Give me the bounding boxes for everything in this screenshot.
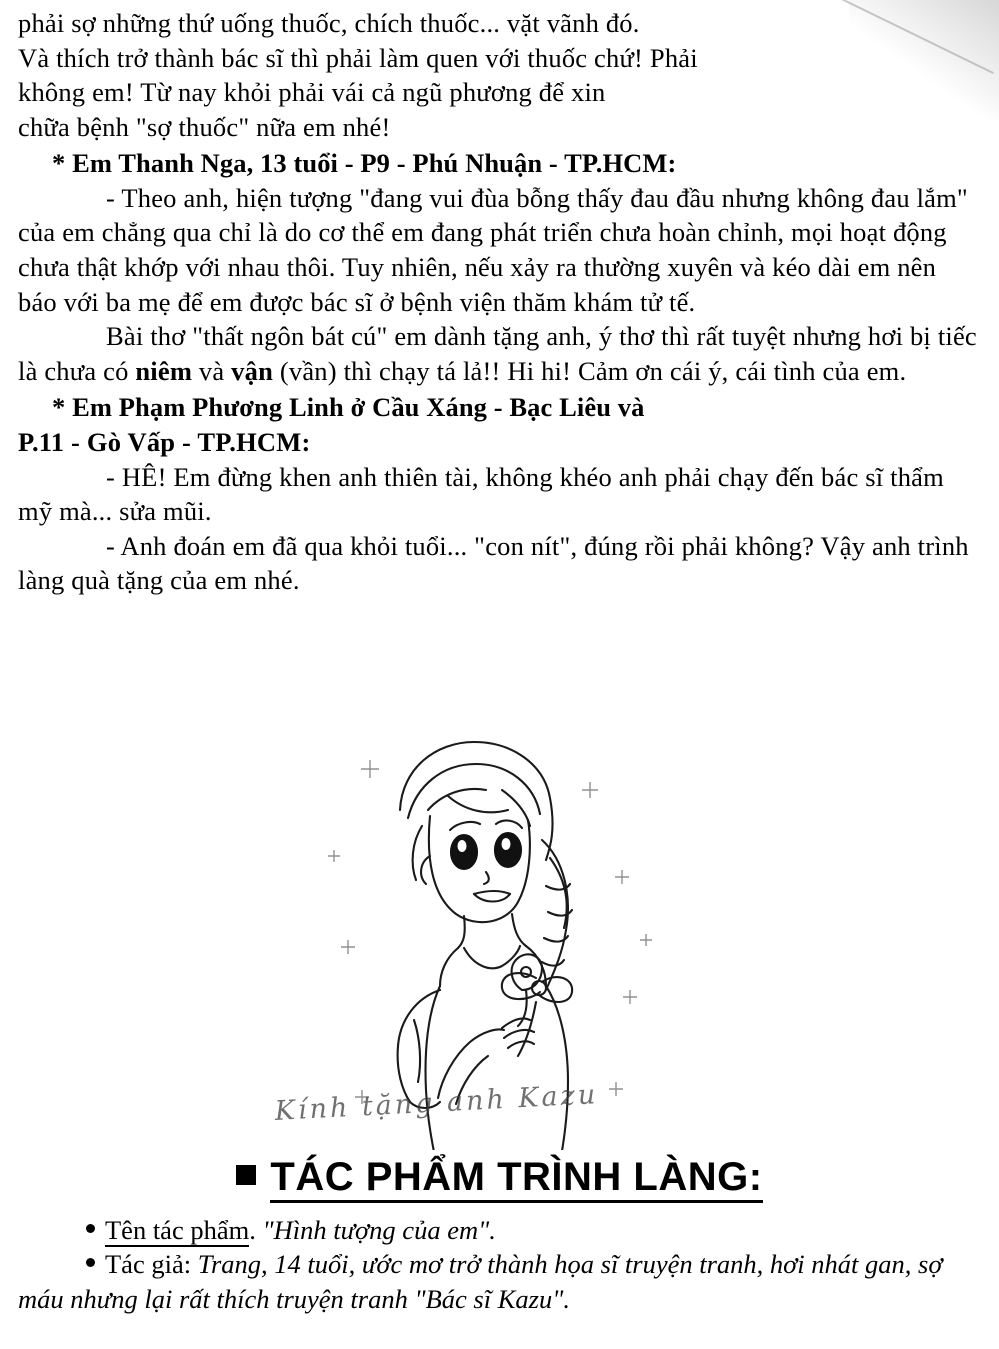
top-paragraph-line-2: Và thích trở thành bác sĩ thì phải làm quen với thuốc chứ! Phải (18, 42, 698, 73)
credit-separator-title: . (249, 1215, 263, 1245)
letter-1-p2-part-c: (vần) thì chạy tá lả!! Hi hi! Cảm ơn cái ý, cái tình của em. (273, 355, 907, 386)
letter-1-heading: * Em Thanh Nga, 13 tuổi - P9 - Phú Nhuận - TP.HCM: (52, 148, 677, 179)
black-square-bullet-icon (236, 1165, 256, 1185)
credit-value-author: Trang, 14 tuổi, ước mơ trở thành họa sĩ truyện tranh, hơi nhát gan, sợ máu nhưng lại rất thích truyện tranh "Bác sĩ Kazu". (18, 1249, 943, 1314)
top-paragraph-line-4: chữa bệnh "sợ thuốc" nữa em nhé! (18, 111, 391, 142)
dot-bullet-icon (86, 1224, 95, 1233)
credit-label-title: Tên tác phẩm (105, 1215, 250, 1245)
section-title-text: TÁC PHẨM TRÌNH LÀNG: (270, 1155, 762, 1203)
illustration-signature: Kính tặng anh Kazu (274, 1079, 599, 1127)
letter-1-p2-bold-van: vận (231, 355, 274, 386)
credit-label-author: Tác giả (105, 1249, 184, 1280)
letter-1-p2-bold-niem: niêm (135, 355, 193, 386)
letter-2-heading-line-2: P.11 - Gò Vấp - TP.HCM: (18, 426, 311, 457)
credit-separator-author: : (183, 1249, 198, 1280)
letter-1-p2-part-b: và (192, 355, 232, 386)
top-paragraph-line-1: phải sợ những thứ uống thuốc, chích thuốc... vặt vãnh đó. (18, 8, 640, 38)
letter-1-p2-part-a: Bài thơ "thất ngôn bát cú" em dành tặng anh, ý thơ thì rất tuyệt nhưng hơi bị tiếc là chưa có (18, 321, 977, 386)
letter-1-paragraph-2 (18, 319, 979, 388)
top-paragraph-line-3: không em! Từ nay khỏi phải vái cả ngũ phương để xin (18, 77, 606, 108)
section-title (0, 1155, 999, 1200)
letter-2-paragraph-1: - HÊ! Em đừng khen anh thiên tài, không khéo anh phải chạy đến bác sĩ thẩm mỹ mà... sửa mũi. (18, 461, 944, 527)
letter-1-paragraph-1: - Theo anh, hiện tượng "đang vui đùa bỗng thấy đau đầu nhưng không đau lắm" của em chẳng qua chỉ là do cơ thể em đang phát triển chưa hoàn chỉnh, mọi hoạt động chưa thật khớp với nhau thôi. Tuy nhiên, nếu xảy ra thường xuyên và kéo dài em nên báo với ba mẹ để em được bác sĩ ở bệnh viện thăm khám tử tế. (18, 182, 968, 317)
article-body (18, 6, 979, 598)
letter-2-heading-line-1: * Em Phạm Phương Linh ở Cầu Xáng - Bạc Liêu và (52, 392, 645, 423)
credit-item-title (18, 1213, 979, 1247)
dot-bullet-icon-2 (86, 1258, 95, 1267)
credits-list (18, 1213, 979, 1316)
credit-item-author (18, 1247, 979, 1316)
letter-2-paragraph-2: - Anh đoán em đã qua khỏi tuổi... "con nít", đúng rồi phải không? Vậy anh trình làng quà tặng của em nhé. (18, 530, 969, 596)
credit-value-title: "Hình tượng của em". (262, 1215, 496, 1245)
